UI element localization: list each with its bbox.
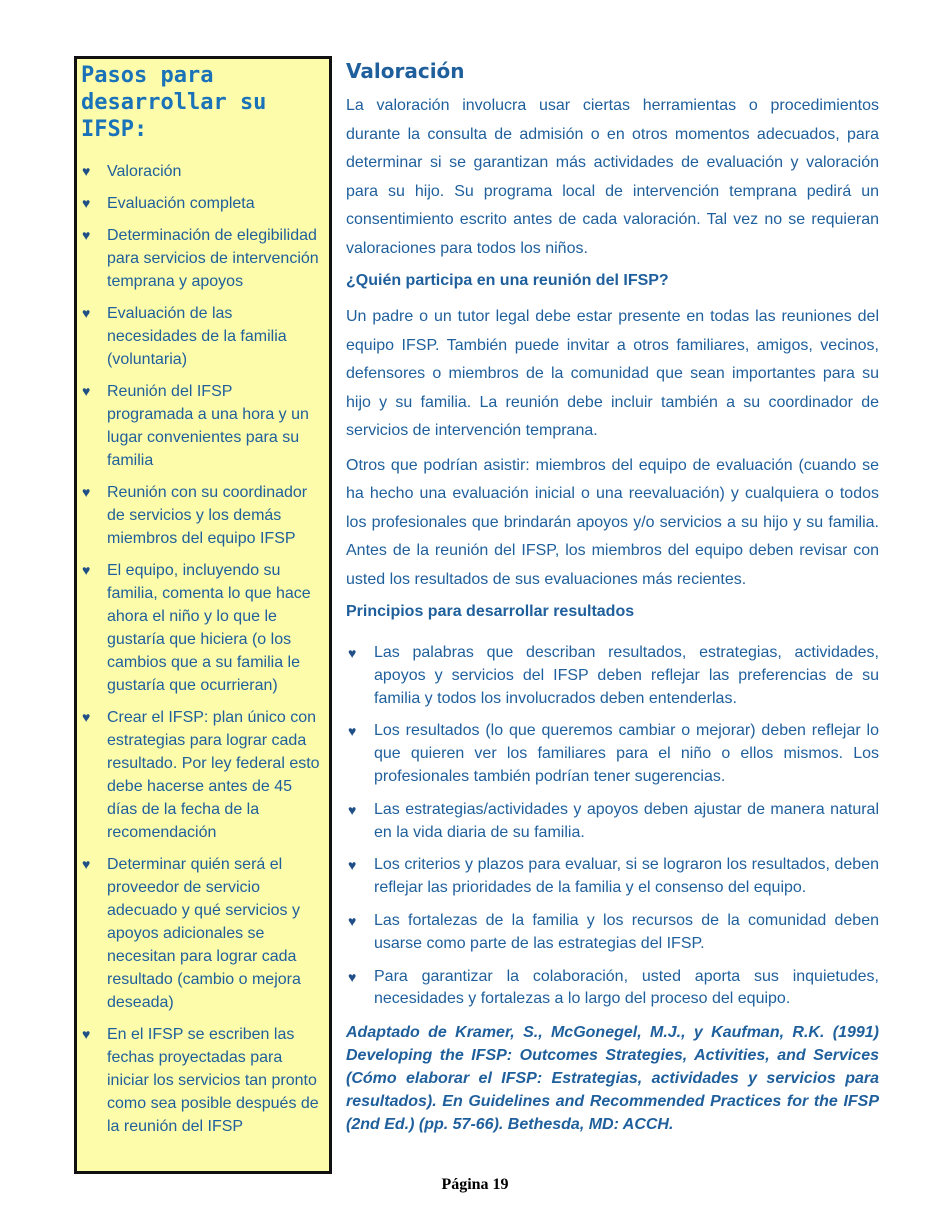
step-label: Reunión del IFSP programada a una hora y un lugar convenientes para su familia: [107, 383, 309, 469]
heart-icon: ♥: [348, 801, 357, 818]
heart-icon: ♥: [82, 856, 91, 872]
principle-text: Los criterios y plazos para evaluar, si se lograron los resultados, deben reflejar las prioridades de la familia y el consenso del equipo.: [374, 856, 879, 897]
principle-text: Las fortalezas de la familia y los recursos de la comunidad deben usarse como parte de las estrategias del IFSP.: [374, 911, 879, 952]
heart-icon: ♥: [82, 383, 91, 399]
principle-text: Las palabras que describan resultados, estrategias, actividades, apoyos y servicios del IFSP deben reflejar las preferencias de su familia y todos los involucrados deben entenderlas.: [374, 644, 879, 707]
principle-text: Los resultados (lo que queremos cambiar o mejorar) deben reflejar lo que quieren ver los familiares para el niño o ellos mismos. Los profesionales también podrían tener sugerencias.: [374, 722, 879, 785]
step-label: Evaluación completa: [107, 195, 255, 212]
step-label: Determinación de elegibilidad para servicios de intervención temprana y apoyos: [107, 227, 319, 290]
main-content: [346, 57, 879, 1152]
heart-icon: ♥: [348, 912, 357, 929]
list-item: [77, 706, 329, 844]
principles-list: [346, 642, 879, 1011]
citation: Adaptado de Kramer, S., McGonegel, M.J., y Kaufman, R.K. (1991) Developing the IFSP: Outcomes Strategies, Activities, and Services (Cómo elaborar el IFSP: Estrategias, actividades y servicios para resultados). En Guidelines and Recommended Practices for the IFSP (2nd Ed.) (pp. 57-66). Bethesda, MD: ACCH.: [346, 1024, 879, 1134]
list-item: [77, 224, 329, 293]
sidebar-title: Pasos para desarrollar su IFSP:: [81, 63, 267, 142]
list-item: [77, 302, 329, 371]
heart-icon: ♥: [348, 968, 357, 985]
list-item: [346, 799, 879, 845]
who-heading: ¿Quién participa en una reunión del IFSP?: [346, 272, 669, 289]
steps-sidebar: [74, 56, 332, 1174]
list-item: [346, 966, 879, 1012]
list-item: [77, 160, 329, 183]
step-label: Crear el IFSP: plan único con estrategias para lograr cada resultado. Por ley federal esto debe hacerse antes de 45 días de la fecha de la recomendación: [107, 709, 320, 841]
step-label: Valoración: [107, 163, 182, 180]
list-item: [346, 854, 879, 900]
page-number: Página 19: [441, 1176, 509, 1193]
list-item: [346, 642, 879, 710]
heart-icon: ♥: [82, 484, 91, 500]
list-item: [346, 720, 879, 788]
heart-icon: ♥: [82, 305, 91, 321]
heart-icon: ♥: [82, 227, 91, 243]
heart-icon: ♥: [82, 1026, 91, 1042]
step-label: El equipo, incluyendo su familia, comenta lo que hace ahora el niño y lo que le gustaría que hiciera (o los cambios que a su familia le gustaría que ocurrieran): [107, 562, 311, 694]
heart-icon: ♥: [348, 857, 357, 874]
principle-text: Las estrategias/actividades y apoyos deben ajustar de manera natural en la vida diaria de su familia.: [374, 800, 879, 841]
list-item: [77, 853, 329, 1014]
step-label: Reunión con su coordinador de servicios y los demás miembros del equipo IFSP: [107, 484, 308, 547]
list-item: [77, 1023, 329, 1138]
who-paragraph-2: Otros que podrían asistir: miembros del equipo de evaluación (cuando se ha hecho una evaluación inicial o una reevaluación) y cualquiera o todos los profesionales que brindarán apoyos y/o servicios a su hijo y su familia. Antes de la reunión del IFSP, los miembros del equipo deben revisar con usted los resultados de sus evaluaciones más recientes.: [346, 456, 879, 588]
who-paragraph-1: Un padre o un tutor legal debe estar presente en todas las reuniones del equipo IFSP. También puede invitar a otros familiares, amigos, vecinos, defensores o miembros de la comunidad que sean importantes para su hijo y su familia. La reunión debe incluir también a su coordinador de servicios de intervención temprana.: [346, 308, 879, 439]
list-item: [77, 192, 329, 215]
step-label: Evaluación de las necesidades de la familia (voluntaria): [107, 305, 287, 368]
list-item: [77, 481, 329, 550]
principles-heading: Principios para desarrollar resultados: [346, 603, 635, 620]
heart-icon: ♥: [348, 645, 357, 661]
intro-paragraph: La valoración involucra usar ciertas herramientas o procedimientos durante la consulta de admisión o en otros momentos adecuados, para determinar si se garantizan más actividades de evaluación y valoración para su hijo. Su programa local de intervención temprana pedirá un consentimiento escrito antes de cada valoración. Tal vez no se requieran valoraciones para todos los niños.: [346, 97, 879, 257]
steps-list: [77, 160, 329, 1138]
list-item: [346, 910, 879, 956]
step-label: Determinar quién será el proveedor de servicio adecuado y qué servicios y apoyos adicionales se necesitan para lograr cada resultado (cambio o mejora deseada): [107, 856, 301, 1011]
list-item: [77, 559, 329, 697]
principle-text: Para garantizar la colaboración, usted aporta sus inquietudes, necesidades y fortalezas a lo largo del proceso del equipo.: [374, 967, 879, 1008]
step-label: En el IFSP se escriben las fechas proyectadas para iniciar los servicios tan pronto como sea posible después de la reunión del IFSP: [107, 1026, 319, 1135]
heart-icon: ♥: [348, 723, 357, 740]
heart-icon: ♥: [82, 709, 91, 725]
page-title: Valoración: [346, 59, 465, 83]
heart-icon: ♥: [82, 163, 91, 179]
heart-icon: ♥: [82, 562, 91, 578]
list-item: [77, 380, 329, 472]
heart-icon: ♥: [82, 195, 91, 211]
